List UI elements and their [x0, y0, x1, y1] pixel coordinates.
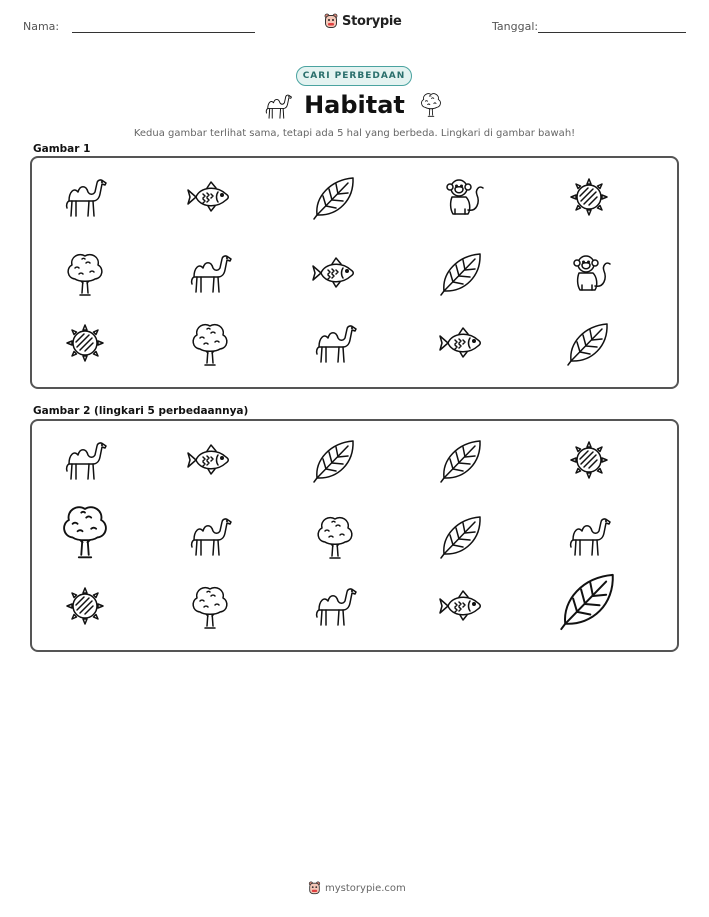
date-field-line[interactable] [538, 32, 686, 33]
sun-icon [60, 318, 110, 368]
page-title: Habitat [304, 91, 405, 119]
footer-site: mystorypie.com [325, 882, 406, 894]
date-label: Tanggal: [492, 20, 539, 33]
tree-icon [185, 318, 235, 368]
tree-icon[interactable] [185, 581, 235, 631]
camel-icon [310, 318, 360, 368]
picture-2-label: Gambar 2 (lingkari 5 perbedaannya) [33, 405, 249, 417]
monkey-icon [564, 248, 614, 298]
fish-icon [185, 172, 235, 222]
camel-icon[interactable] [185, 511, 235, 561]
sun-icon[interactable] [564, 435, 614, 485]
camel-icon[interactable] [564, 511, 614, 561]
leaf-icon [564, 318, 614, 368]
fish-icon[interactable] [185, 435, 235, 485]
camel-icon [185, 248, 235, 298]
tree-icon[interactable] [54, 499, 116, 561]
camel-icon [60, 172, 110, 222]
picture-2-panel[interactable] [30, 419, 679, 652]
tree-icon[interactable] [310, 511, 360, 561]
fish-icon[interactable] [437, 581, 487, 631]
camel-icon[interactable] [60, 435, 110, 485]
name-field-line[interactable] [72, 32, 255, 33]
name-label: Nama: [23, 20, 60, 33]
storypie-mascot-icon [308, 881, 321, 895]
brand-logo [324, 13, 402, 29]
leaf-icon [437, 248, 487, 298]
footer [308, 881, 406, 895]
fish-icon [310, 248, 360, 298]
camel-icon[interactable] [310, 581, 360, 631]
sun-icon [564, 172, 614, 222]
leaf-icon [310, 172, 360, 222]
picture-1-label: Gambar 1 [33, 143, 91, 155]
brand-name: Storypie [342, 13, 402, 29]
leaf-icon[interactable] [437, 511, 487, 561]
leaf-icon[interactable] [310, 435, 360, 485]
sun-icon[interactable] [60, 581, 110, 631]
storypie-mascot-icon [324, 13, 338, 29]
fish-icon [437, 318, 487, 368]
tree-icon [417, 90, 445, 120]
picture-1-panel [30, 156, 679, 389]
leaf-icon[interactable] [556, 567, 622, 633]
instructions: Kedua gambar terlihat sama, tetapi ada 5 hal yang berbeda. Lingkari di gambar bawah! [133, 128, 576, 139]
leaf-icon[interactable] [437, 435, 487, 485]
tree-icon [60, 248, 110, 298]
monkey-icon [437, 172, 487, 222]
activity-badge: CARI PERBEDAAN [296, 66, 412, 86]
